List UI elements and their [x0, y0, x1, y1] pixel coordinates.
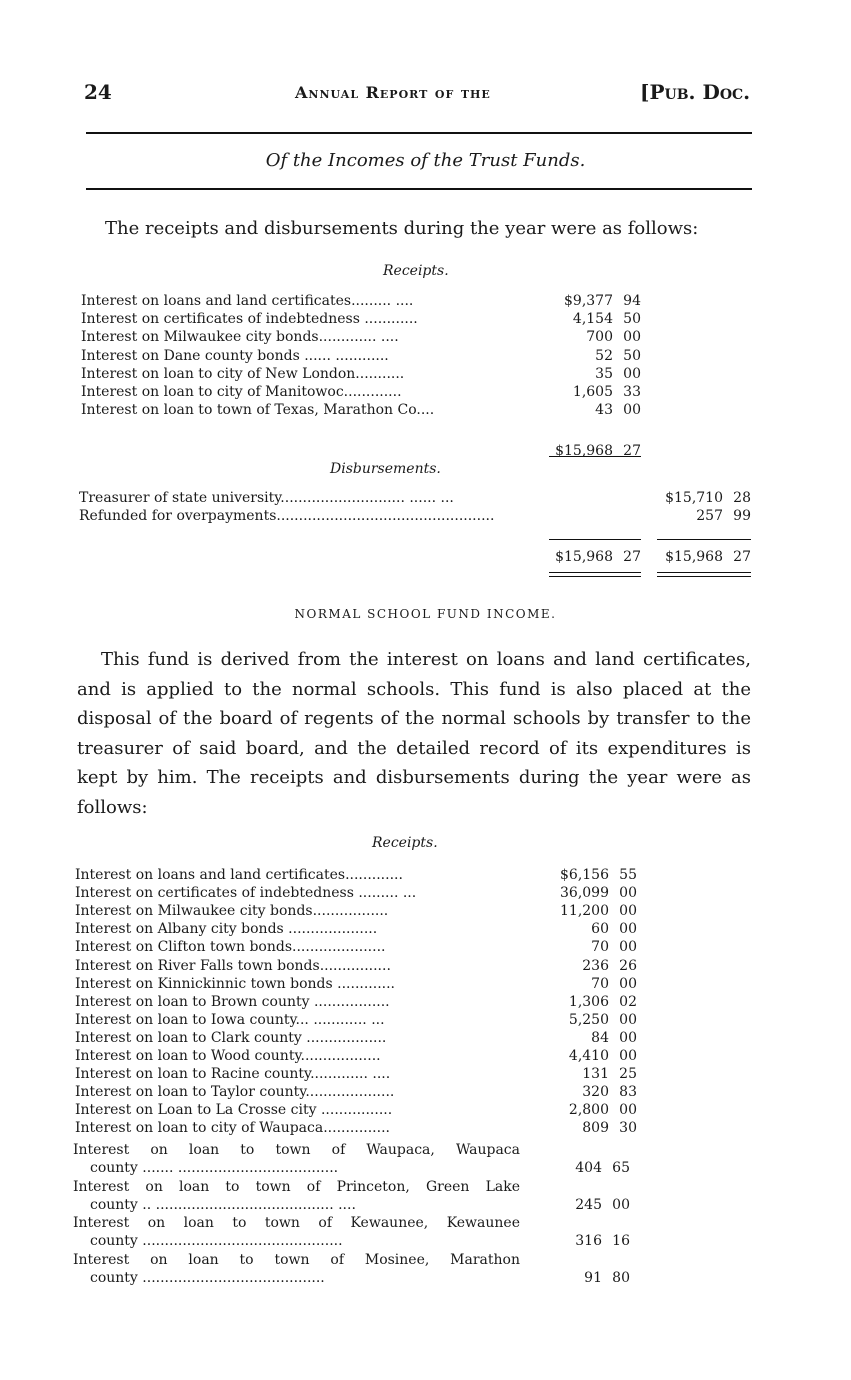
row-label: Interest on loan to Racine county............. .... [75, 1066, 391, 1083]
row-dollars: 43 [595, 402, 613, 419]
final-right-double-rule [657, 572, 751, 577]
normal-multiline-row-line1: Interest on loan to town of Princeton, Green Lake [73, 1178, 520, 1195]
row-cents: 99 [733, 508, 751, 524]
row-cents: 28 [733, 490, 751, 506]
row-label: Interest on loan to city of Manitowoc............. [81, 384, 402, 400]
row-label: Interest on certificates of indebtedness ............ [81, 311, 418, 328]
row-dollars: 60 [591, 921, 609, 938]
row-dollars: 700 [586, 329, 613, 346]
row-dollars: 1,605 [572, 384, 613, 400]
final-right-cents: 27 [733, 549, 751, 565]
row-dollars: 5,250 [568, 1011, 609, 1028]
row-dollars: 131 [582, 1066, 609, 1083]
row-dollars: 2,800 [568, 1102, 609, 1119]
row-label: Interest on loan to city of Waupaca............... [75, 1120, 390, 1137]
row-label: Interest on loan to city of New London........... [81, 365, 405, 382]
row-dollars: 809 [582, 1120, 609, 1137]
row-cents: 00 [623, 329, 641, 346]
trust-receipts-total-dollars: $15,968 [555, 443, 613, 459]
page-number: 24 [84, 80, 112, 104]
row-label: county ....... .................................... [90, 1160, 339, 1176]
row-label: Interest on loan to Brown county ................. [75, 993, 390, 1010]
normal-multiline-row-line1: Interest on loan to town of Kewaunee, Kewaunee [73, 1215, 520, 1231]
row-label: Interest on Loan to La Crosse city ................ [75, 1102, 393, 1119]
row-dollars: 70 [591, 939, 609, 956]
row-dollars: 404 [575, 1160, 602, 1176]
row-label: Interest on loans and land certificates............. [75, 867, 403, 883]
final-left-dollars: $15,968 [555, 549, 613, 565]
final-left-double-rule [549, 572, 641, 577]
row-dollars: 236 [582, 957, 609, 974]
row-cents: 00 [623, 365, 641, 382]
final-right-dollars: $15,968 [665, 549, 723, 565]
row-dollars: $6,156 [560, 867, 609, 883]
disb-right-rule [657, 539, 751, 540]
section-title: Of the Incomes of the Trust Funds. [265, 150, 586, 171]
row-label: Interest on loan to Wood county.................. [75, 1048, 381, 1064]
normal-multiline-row-line1: Interest on loan to town of Mosinee, Marathon [73, 1251, 520, 1268]
row-label: Interest on loan to Iowa county... ............ ... [75, 1011, 385, 1028]
row-label: Interest on River Falls town bonds................ [75, 957, 391, 974]
normal-school-paragraph-text: This fund is derived from the interest on loans and land certificates, and is applied to the normal schools. This fund is also placed at the disposal of the board of regents of the normal schools by transfer to the treasurer of said board, and the detailed record of its expenditures is kept by him. The receipts and disbursements during the year were as follows: [77, 649, 751, 818]
running-header-title: Annual Report of the [295, 83, 491, 102]
row-cents: 00 [619, 921, 637, 938]
row-label: Interest on Milwaukee city bonds............. .... [81, 329, 399, 346]
row-label: Interest on Milwaukee city bonds................. [75, 903, 389, 920]
row-cents: 50 [623, 311, 641, 328]
row-dollars: 245 [575, 1196, 602, 1213]
row-dollars: $9,377 [564, 293, 613, 309]
row-label: county ............................................. [90, 1233, 343, 1249]
row-dollars: 70 [591, 975, 609, 992]
trust-disbursements-heading: Disbursements. [330, 461, 441, 477]
row-label: Interest on Clifton town bonds..................... [75, 939, 386, 956]
row-label: Treasurer of state university............................ ...... ... [79, 490, 454, 506]
top-rule [86, 132, 752, 134]
row-label: Interest on loan to town of Texas, Marathon Co.... [81, 402, 435, 419]
row-cents: 25 [619, 1066, 637, 1083]
row-cents: 83 [619, 1084, 637, 1101]
disb-left-rule [549, 539, 641, 540]
row-dollars: 36,099 [560, 885, 609, 902]
row-label: Interest on certificates of indebtedness ......... ... [75, 885, 417, 902]
normal-school-paragraph [77, 645, 751, 822]
row-cents: 65 [612, 1160, 630, 1176]
row-cents: 16 [612, 1233, 630, 1249]
row-dollars: 1,306 [568, 993, 609, 1010]
row-cents: 00 [619, 885, 637, 902]
row-cents: 55 [619, 867, 637, 883]
row-dollars: 91 [584, 1269, 602, 1286]
row-cents: 80 [612, 1269, 630, 1286]
row-cents: 00 [619, 939, 637, 956]
intro-text: The receipts and disbursements during the year were as follows: [105, 218, 699, 239]
normal-receipts-heading: Receipts. [372, 835, 438, 851]
final-left-cents: 27 [623, 549, 641, 565]
row-dollars: 35 [595, 365, 613, 382]
trust-receipts-heading: Receipts. [383, 263, 449, 279]
row-cents: 33 [623, 384, 641, 400]
section-rule [86, 188, 752, 190]
row-cents: 00 [623, 402, 641, 419]
row-dollars: 52 [595, 347, 613, 364]
row-cents: 00 [619, 1102, 637, 1119]
normal-multiline-row-line1: Interest on loan to town of Waupaca, Waupaca [73, 1142, 520, 1158]
row-dollars: 84 [591, 1029, 609, 1046]
row-cents: 02 [619, 993, 637, 1010]
row-dollars: 4,410 [568, 1048, 609, 1064]
row-label: Refunded for overpayments................................................. [79, 508, 495, 524]
row-dollars: 11,200 [560, 903, 609, 920]
row-cents: 26 [619, 957, 637, 974]
row-label: Interest on loans and land certificates......... .... [81, 293, 414, 309]
document-reference: [Pub. Doc. [640, 80, 751, 104]
row-dollars: $15,710 [665, 490, 723, 506]
row-dollars: 257 [696, 508, 723, 524]
row-dollars: 320 [582, 1084, 609, 1101]
row-cents: 00 [619, 975, 637, 992]
row-cents: 00 [619, 1029, 637, 1046]
row-cents: 94 [623, 293, 641, 309]
row-label: Interest on Dane county bonds ...... ............ [81, 347, 389, 364]
row-label: Interest on loan to Taylor county.................... [75, 1084, 395, 1101]
row-cents: 00 [619, 903, 637, 920]
row-dollars: 4,154 [572, 311, 613, 328]
row-cents: 00 [619, 1048, 637, 1064]
row-cents: 00 [619, 1011, 637, 1028]
row-dollars: 316 [575, 1233, 602, 1249]
row-label: Interest on loan to Clark county .................. [75, 1029, 387, 1046]
row-cents: 50 [623, 347, 641, 364]
row-label: county .. ........................................ .... [90, 1196, 356, 1213]
row-label: county ......................................... [90, 1269, 325, 1286]
trust-receipts-total-cents: 27 [623, 443, 641, 459]
row-cents: 30 [619, 1120, 637, 1137]
row-cents: 00 [612, 1196, 630, 1213]
row-label: Interest on Kinnickinnic town bonds ............. [75, 975, 396, 992]
row-label: Interest on Albany city bonds .................... [75, 921, 378, 938]
normal-school-heading: NORMAL SCHOOL FUND INCOME. [294, 607, 557, 621]
